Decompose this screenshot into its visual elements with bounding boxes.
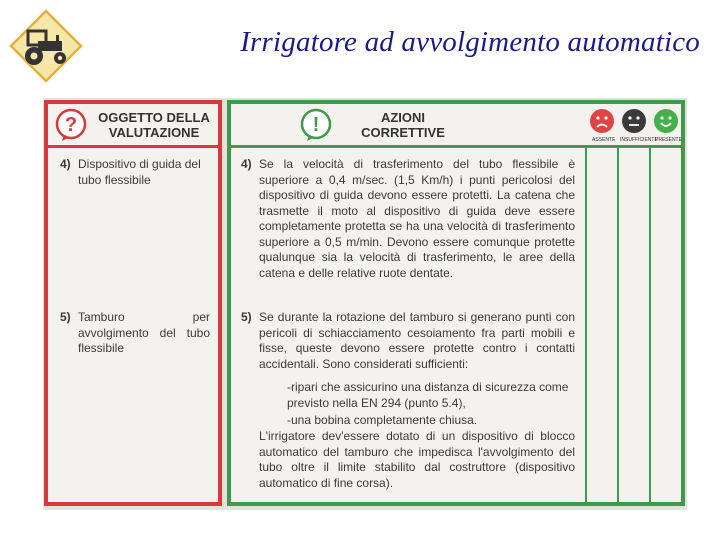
item-number: 5) [241,310,252,324]
sad-face-icon [589,108,615,134]
corrective-action-note [259,429,575,491]
item-number: 5) [60,310,71,324]
face-label: INSUFFICIENTE [620,137,658,143]
corrective-action-subitem [287,413,575,429]
corrective-action-item [241,157,575,281]
corrective-actions-header [231,104,681,148]
exclamation-icon [299,108,333,142]
face-label: ASSENTE [592,137,616,143]
item-text: -una bobina completamente chiusa. [287,413,478,427]
evaluation-item [60,157,216,188]
item-text: L'irrigatore dev'essere dotato di un dispositivo di blocco automatico del tamburo che impedisca l'avvolgimento del tubo oltre il limite stabilito dal costruttore (dispositivo automatico di fine corsa). [259,429,575,490]
item-text: Se durante la rotazione del tamburo si generano punti con pericoli di schiacciamento cesoiamento fra parti mobili e fisse, queste devono essere protette contro i contatti accidentali. Sono considerati sufficienti: [259,310,575,371]
neutral-face-icon [621,108,647,134]
item-number: 4) [241,157,252,171]
corrective-actions-panel [227,100,685,506]
evaluation-object-header [48,104,218,148]
item-text: Tamburo per avvolgimento del tubo flessibile [78,310,210,355]
evaluation-object-title: OGGETTO DELLA VALUTAZIONE [98,110,210,140]
corrective-actions-title: AZIONI CORRETTIVE [361,110,445,140]
evaluation-item [60,310,216,357]
face-label: PRESENTE [655,137,682,143]
rating-column-divider [649,148,651,506]
corrective-action-subitem [287,380,575,411]
item-text: -ripari che assicurino una distanza di sicurezza come previsto nella EN 294 (punto 5.4), [287,380,569,410]
evaluation-object-panel [44,100,222,506]
question-mark-icon [54,108,88,142]
corrective-action-item [241,310,575,372]
page-title: Irrigatore ad avvolgimento automatico [240,26,700,58]
rating-column-divider [585,148,587,506]
item-text: Se la velocità di trasferimento del tubo flessibile è superiore a 0,4 m/sec. (1,5 Km/h) i punti pericolosi del dispositivo di guida devono essere protetti. La catena che trasmette il moto al dispositivo di guida deve essere completamente protetta se ha una velocità di trasferimento superiore a 0,5 m/min. Devono essere comunque protette qualunque sia la velocità di trasferimento, le aree della catena e delle relative ruote dentate. [259,157,575,280]
item-text: Dispositivo di guida del tubo flessibile [78,157,201,187]
item-number: 4) [60,157,71,171]
svg-text:?: ? [64,114,78,136]
svg-text:!: ! [312,114,320,136]
happy-face-icon [653,108,679,134]
tractor-logo-icon [8,8,84,84]
rating-column-divider [617,148,619,506]
